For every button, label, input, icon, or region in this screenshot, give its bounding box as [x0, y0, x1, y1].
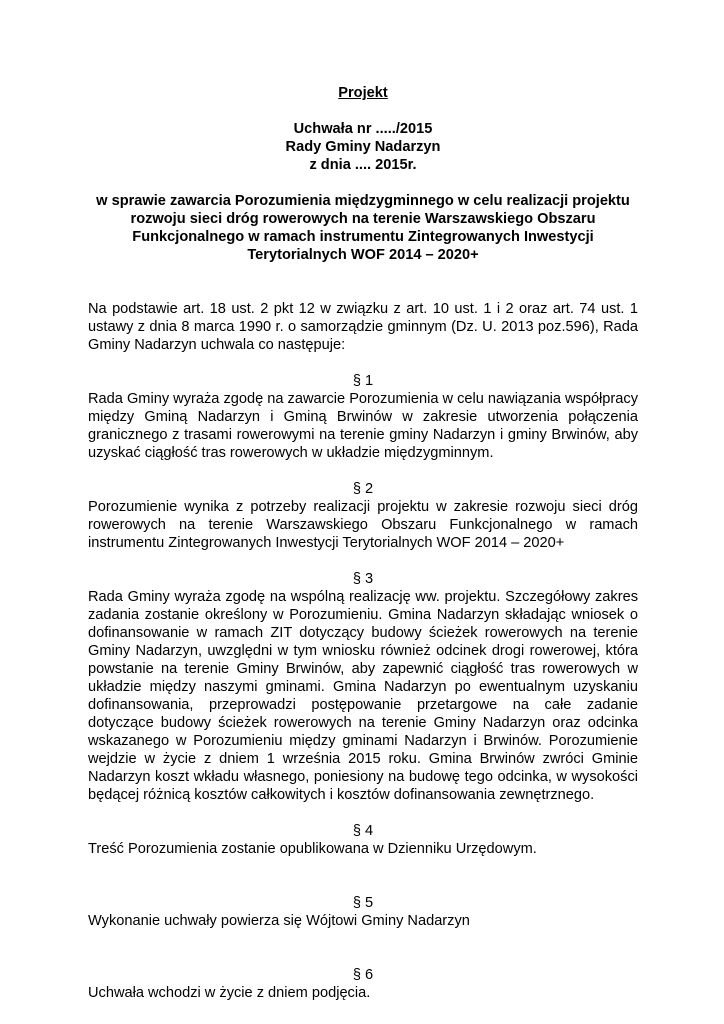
section-1-text: Rada Gminy wyraża zgodę na zawarcie Porozumienia w celu nawiązania współpracy między Gminą Nadarzyn i Gminą Brwinów w zakresie utworzenia połączenia granicznego z trasami rowerowymi na terenie gminy Nadarzyn i gminy Brwinów, aby uzyskać ciągłość tras rowerowych w układzie międzygminnym. — [88, 391, 638, 461]
section-3-mark: § 3 — [352, 571, 374, 587]
section-6-mark: § 6 — [352, 967, 374, 983]
resolution-date: z dnia .... 2015r. — [309, 157, 417, 173]
resolution-number: Uchwała nr ...../2015 — [293, 121, 433, 137]
document-page — [88, 84, 638, 1002]
resolution-subject: w sprawie zawarcia Porozumienia międzygminnego w celu realizacji projektu rozwoju sieci dróg rowerowych na terenie Warszawskiego Obszaru Funkcjonalnego w ramach instrumentu Zintegrowanych Inwestycji Terytorialnych WOF 2014 – 2020+ — [96, 193, 630, 263]
section-2-text: Porozumienie wynika z potrzeby realizacji projektu w zakresie rozwoju sieci dróg rowerowych na terenie Warszawskiego Obszaru Funkcjonalnego w ramach instrumentu Zintegrowanych Inwestycji Terytorialnych WOF 2014 – 2020+ — [88, 499, 638, 551]
council-name: Rady Gminy Nadarzyn — [285, 139, 441, 155]
section-4-text: Treść Porozumienia zostanie opublikowana w Dzienniku Urzędowym. — [88, 841, 537, 857]
preamble: Na podstawie art. 18 ust. 2 pkt 12 w związku z art. 10 ust. 1 i 2 oraz art. 74 ust. 1 ustawy z dnia 8 marca 1990 r. o samorządzie gminnym (Dz. U. 2013 poz.596), Rada Gminy Nadarzyn uchwala co następuje: — [88, 301, 638, 353]
section-3-text: Rada Gminy wyraża zgodę na wspólną realizację ww. projektu. Szczegółowy zakres zadania zostanie określony w Porozumieniu. Gmina Nadarzyn składając wniosek o dofinansowanie w ramach ZIT dotyczący budowy ścieżek rowerowych na terenie Gminy Nadarzyn, uwzględni w tym wniosku również odcinek drogi rowerowej, która powstanie na terenie Gminy Brwinów, aby zapewnić ciągłość tras rowerowych w układzie między naszymi gminami. Gmina Nadarzyn po ewentualnym uzyskaniu dofinansowania, przeprowadzi postępowanie przetargowe na całe zadanie dotyczące budowy ścieżek rowerowych na terenie Gminy Nadarzyn oraz odcinka wskazanego w Porozumieniu między gminami Nadarzyn i Brwinów. Porozumienie wejdzie w życie z dniem 1 września 2015 roku. Gmina Brwinów zwróci Gminie Nadarzyn koszt wkładu własnego, poniesiony na budowę tego odcinka, w wysokości będącej różnicą kosztów całkowitych i kosztów dofinansowania zewnętrznego. — [88, 589, 638, 803]
section-2-mark: § 2 — [352, 481, 374, 497]
projekt-label: Projekt — [338, 85, 388, 101]
section-6-text: Uchwała wchodzi w życie z dniem podjęcia. — [88, 985, 371, 1001]
section-5-text: Wykonanie uchwały powierza się Wójtowi Gminy Nadarzyn — [88, 913, 470, 929]
section-1-mark: § 1 — [352, 373, 374, 389]
section-5-mark: § 5 — [352, 895, 374, 911]
section-4-mark: § 4 — [352, 823, 374, 839]
